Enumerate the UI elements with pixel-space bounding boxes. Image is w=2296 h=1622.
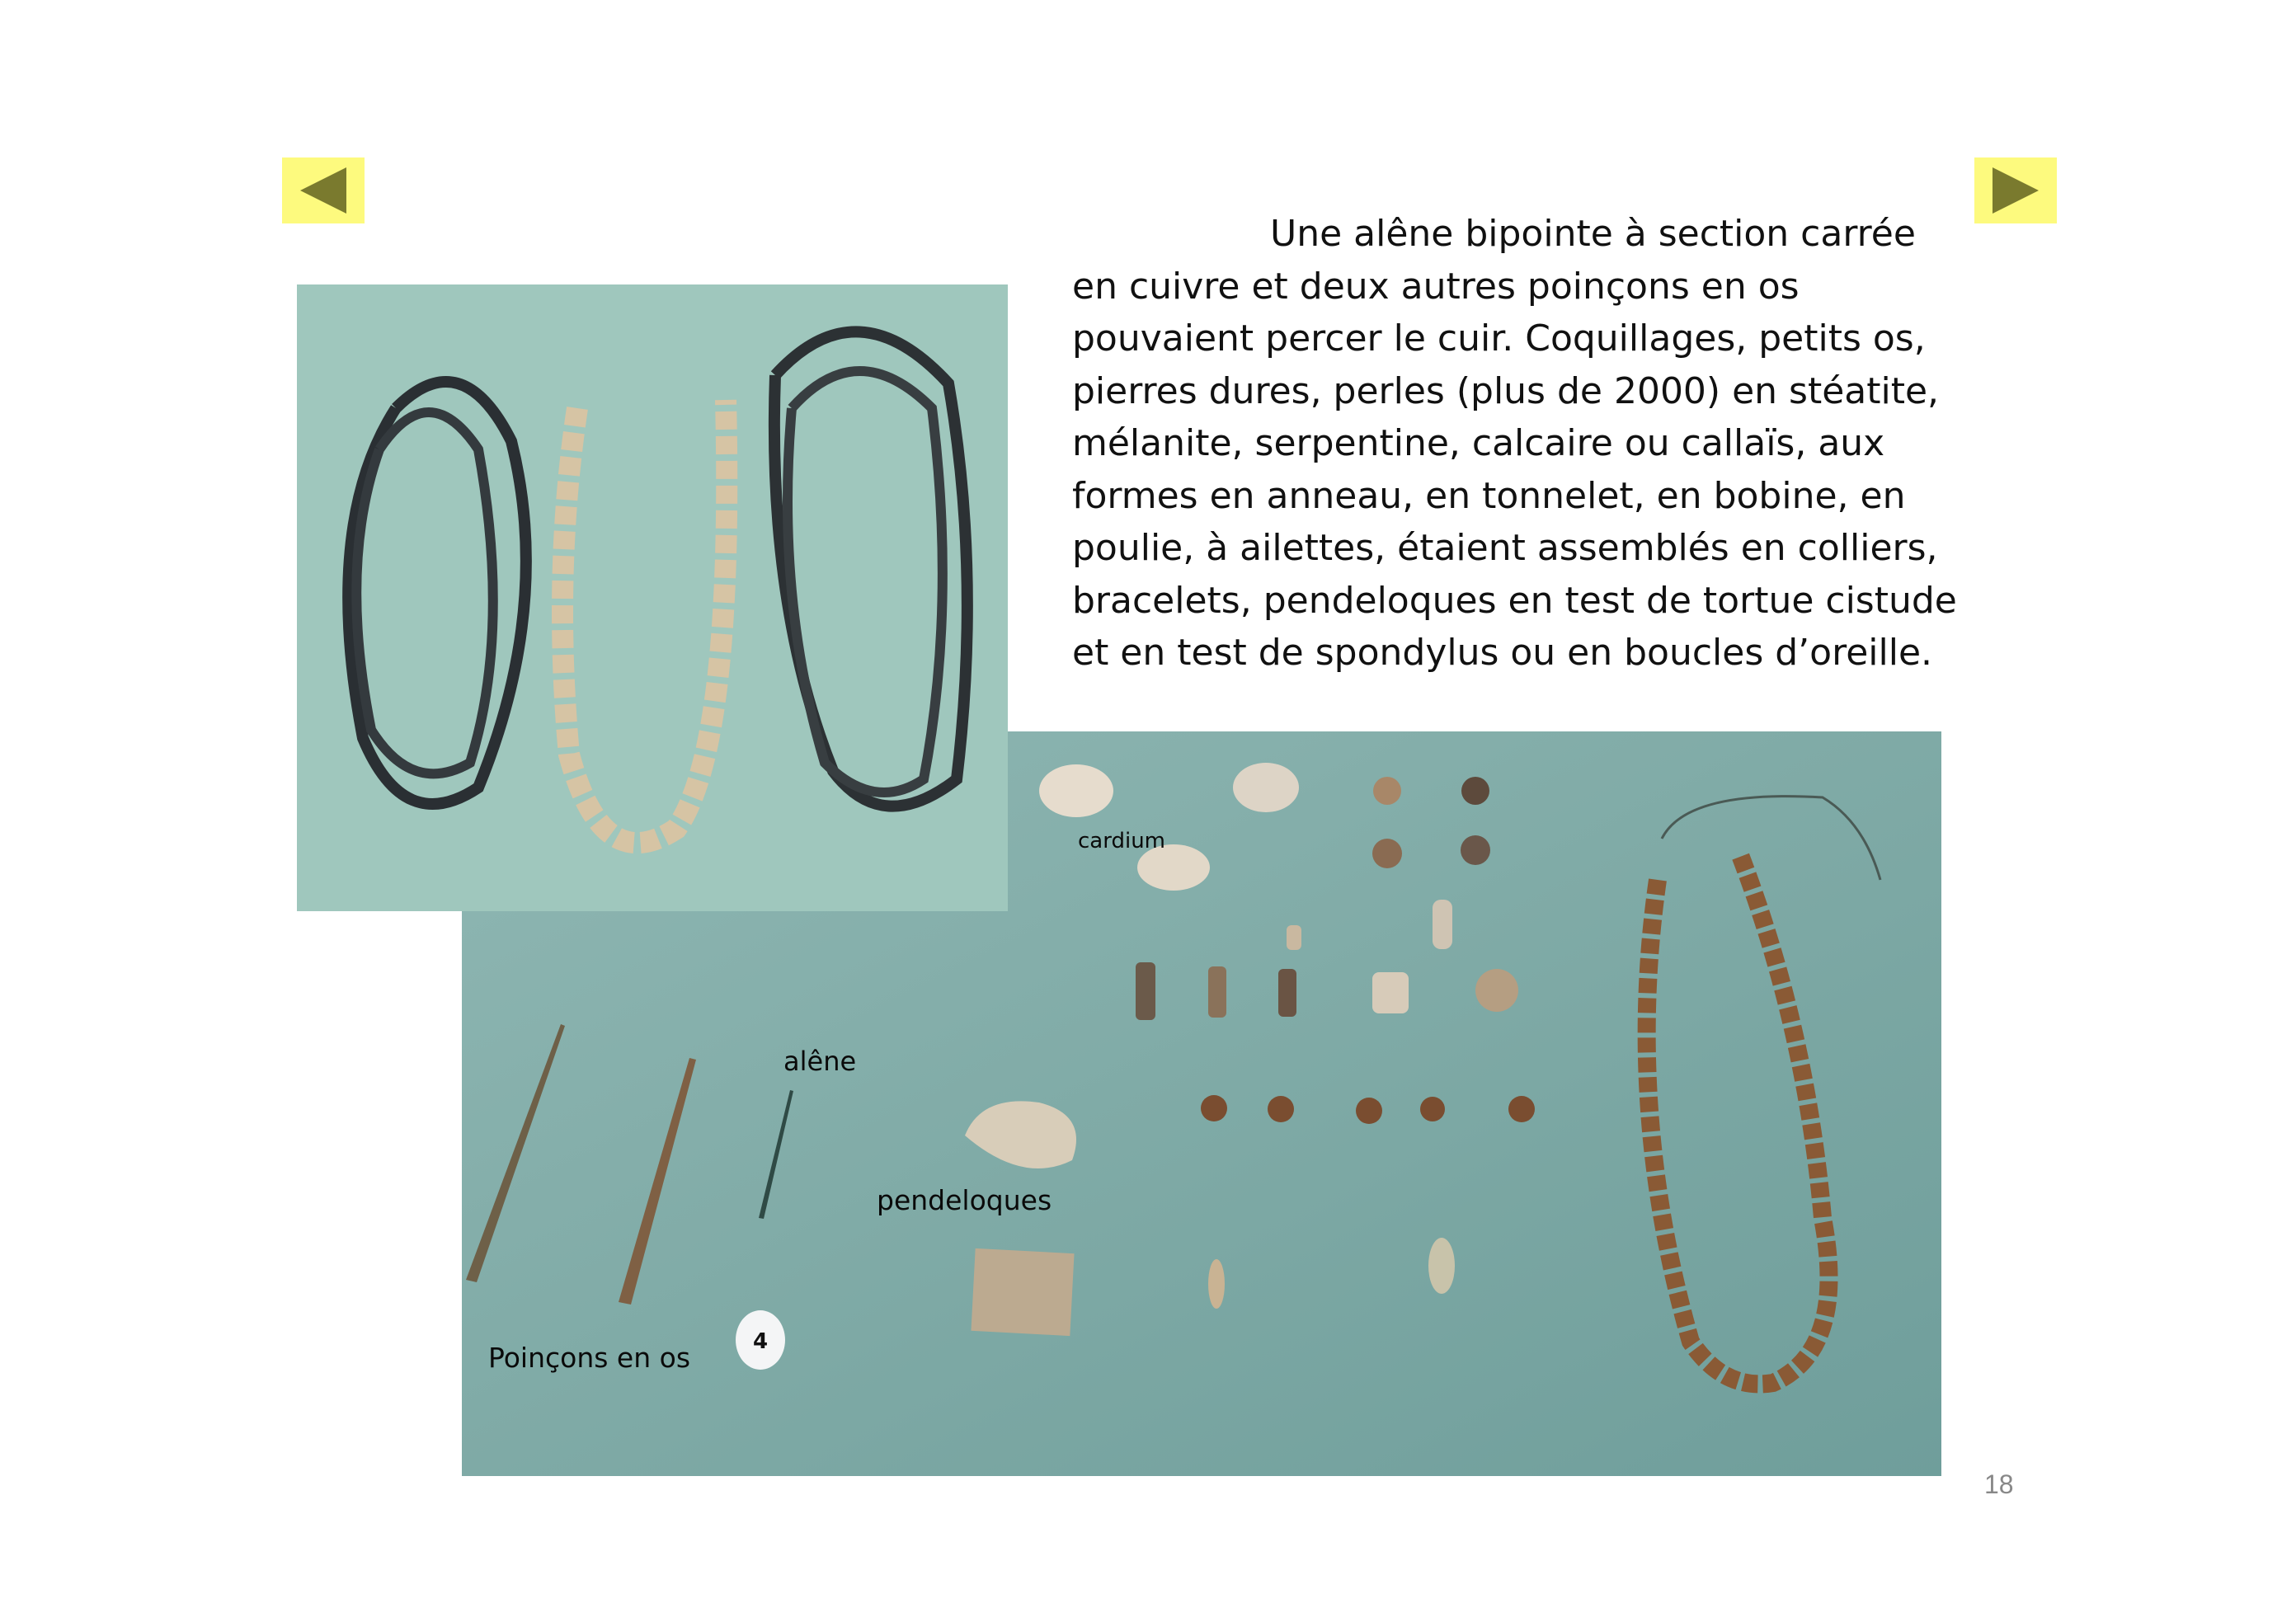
text-line: formes en anneau, en tonnelet, en bobine, en: [1072, 474, 1906, 517]
page-number: 18: [1984, 1469, 2014, 1499]
label-pendeloques: pendeloques: [877, 1184, 1052, 1216]
slide-body-text: [1072, 208, 1963, 679]
text-line: pouvaient percer le cuir. Coquillages, petits os,: [1072, 317, 1926, 360]
text-line: et en test de spondylus ou en boucles d’oreille.: [1072, 632, 1933, 674]
necklaces-photo: [297, 284, 1008, 911]
text-line: en cuivre et deux autres poinçons en os: [1072, 265, 1800, 308]
label-alene: alêne: [783, 1046, 857, 1077]
triangle-left-icon: [282, 157, 365, 223]
label-poincons: Poinçons en os: [488, 1342, 691, 1374]
text-line: bracelets, pendeloques en test de tortue cistude: [1072, 579, 1957, 622]
photo-tag-number: 4: [752, 1329, 769, 1354]
text-line: poulie, à ailettes, étaient assemblés en colliers,: [1072, 527, 1938, 569]
previous-slide-button[interactable]: [282, 157, 365, 223]
triangle-right-icon: [1974, 157, 2057, 223]
text-line: Une alêne bipointe à section carrée: [1270, 213, 1916, 255]
text-line: mélanite, serpentine, calcaire ou callaïs, aux: [1072, 422, 1885, 464]
next-slide-button[interactable]: [1974, 157, 2057, 223]
label-cardium: cardium: [1078, 829, 1165, 853]
text-line: pierres dures, perles (plus de 2000) en stéatite,: [1072, 369, 1940, 412]
